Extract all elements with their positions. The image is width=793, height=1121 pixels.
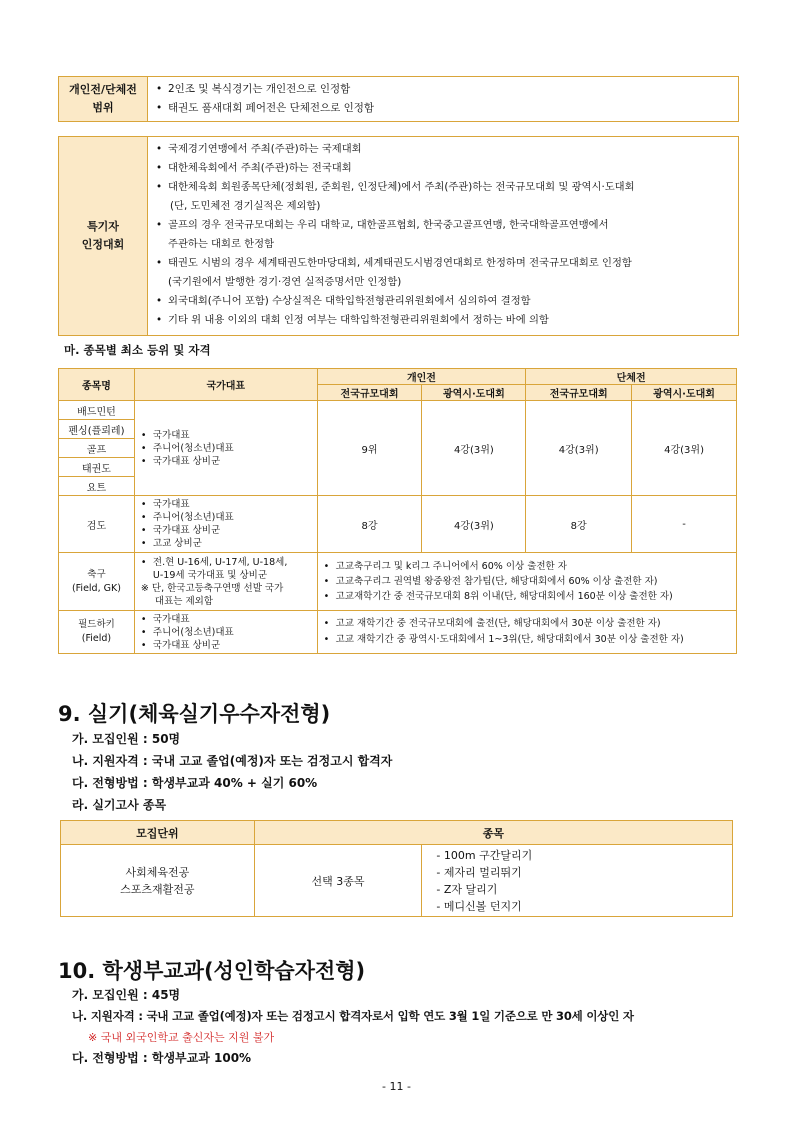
header-team-regional: 광역시·도대회: [632, 385, 737, 401]
list-item: • 2인조 및 복식경기는 개인전으로 인정함: [156, 80, 374, 99]
event-cell: 태권도: [59, 458, 135, 477]
event-name: 필드하키: [78, 619, 115, 630]
event-sub: (Field): [81, 633, 112, 644]
list-item-cont: 주관하는 대회로 한정함: [168, 238, 275, 250]
practical-events-table: [60, 820, 733, 917]
items-cell: [422, 845, 733, 917]
select-cell: 선택 3종목: [254, 845, 422, 917]
list-item: • 대한체육회에서 주최(주관)하는 전국대회: [156, 159, 635, 178]
list-item: - 제자리 멀리뛰기: [436, 865, 522, 879]
event-cell: 펜싱(플뢰레): [59, 420, 135, 439]
section-ma-heading: 마. 종목별 최소 등위 및 자격: [64, 343, 211, 357]
value-cell: 9위: [317, 401, 422, 496]
section10-eligibility: 나. 지원자격 : 국내 고교 졸업(예정)자 또는 검정고시 합격자로서 입학 연도 3월 1일 기준으로 만 30세 이상인 자: [72, 1009, 634, 1023]
header-indiv-national: 전국규모대회: [317, 385, 422, 401]
list-item: • 태권도 품새대회 페어전은 단체전으로 인정함: [156, 99, 374, 118]
national-list: [141, 613, 317, 652]
recognized-label-1: 특기자: [87, 220, 119, 233]
page-number: - 11 -: [382, 1080, 411, 1093]
national-cell: [134, 611, 317, 654]
list-item: • 국가대표 상비군: [141, 524, 317, 537]
recognized-competitions-box: [58, 136, 739, 336]
recognized-list: [148, 137, 643, 335]
list-item-text: 골프의 경우 전국규모대회는 우리 대학교, 대한골프협회, 한국중고골프연맹, 한국대학골프연맹에서: [168, 219, 609, 231]
header-indiv-regional: 광역시·도대회: [422, 385, 526, 401]
event-name: 축구: [87, 568, 106, 580]
list-item: • 고교 재학기간 중 광역시·도대회에서 1~3위(단, 해당대회에서 30분 이상 출전한 자): [324, 632, 736, 648]
value-cell: 4강(3위): [632, 401, 737, 496]
header-item: 종목: [254, 821, 732, 845]
header-team-national: 전국규모대회: [526, 385, 632, 401]
value-cell: 8강: [526, 496, 632, 553]
national-list: [141, 498, 317, 550]
header-national: 국가대표: [134, 369, 317, 401]
value-cell: 8강: [317, 496, 422, 553]
soccer-note: [141, 582, 317, 608]
team-scope-label-2: 범위: [92, 101, 114, 114]
event-cell: 골프: [59, 439, 135, 458]
value-cell: -: [632, 496, 737, 553]
list-item: • 고교축구리그 권역별 왕중왕전 참가팀(단, 해당대회에서 60% 이상 출전한 자): [324, 574, 736, 589]
list-item: [156, 178, 635, 216]
event-cell: [59, 611, 135, 654]
recognized-label-2: 인정대회: [81, 238, 125, 251]
section9-method: 다. 전형방법 : 학생부교과 40% + 실기 60%: [72, 776, 318, 790]
list-item: • 고교 재학기간 중 전국규모대회에 출전(단, 해당대회에서 30분 이상 출전한 자): [324, 616, 736, 632]
list-item-cont: U-19세 국가대표 및 상비군: [152, 569, 268, 581]
list-item: [156, 216, 635, 254]
soccer-criteria-cell: [317, 553, 736, 611]
list-item: • 국가대표 상비군: [141, 639, 317, 652]
list-item: • 국가대표: [141, 429, 317, 442]
national-cell: [134, 496, 317, 553]
unit-cell: [61, 845, 255, 917]
list-item-text: 태권도 시범의 경우 세계태권도한마당대회, 세계태권도시범경연대회로 한정하며 전국규모대회로 인정함: [168, 257, 632, 269]
note-line: 대표는 제외함: [154, 595, 213, 607]
note-line: ※ 단, 한국고등축구연맹 선발 국가: [140, 582, 284, 594]
team-scope-box: [58, 76, 739, 122]
list-item: • 전.현 U-16세, U-17세, U-18세, U-19세 국가대표 및 상비군: [140, 556, 288, 581]
list-item: • 고교축구리그 및 k리그 주니어에서 60% 이상 출전한 자: [324, 559, 736, 574]
section9-eligibility: 나. 지원자격 : 국내 고교 졸업(예정)자 또는 검정고시 합격자: [72, 754, 393, 768]
list-item: • 국제경기연맹에서 주최(주관)하는 국제대회: [156, 140, 635, 159]
list-item: [156, 254, 635, 292]
national-cell: [134, 553, 317, 611]
list-item-text: 대한체육회 회원종목단체(정회원, 준회원, 인정단체)에서 주최(주관)하는 전국규모대회 및 광역시·도대회: [168, 181, 635, 193]
header-individual: 개인전: [317, 369, 526, 385]
list-item: - 메디신볼 던지기: [436, 899, 522, 913]
list-item: • 국가대표: [141, 613, 317, 626]
hockey-criteria-list: [324, 616, 736, 648]
minimum-rank-table: [58, 368, 737, 654]
value-cell: 4강(3위): [422, 496, 526, 553]
list-item: • 주니어(청소년)대표: [141, 626, 317, 639]
section10-recruit: 가. 모집인원 : 45명: [72, 988, 181, 1002]
recognized-competitions-label: [59, 137, 148, 335]
event-cell: 검도: [59, 496, 135, 553]
section10-title: 10. 학생부교과(성인학습자전형): [58, 959, 366, 983]
national-list: [141, 429, 317, 468]
team-scope-label-1: 개인전/단체전: [69, 83, 137, 96]
section9-practical: 라. 실기고사 종목: [72, 798, 167, 812]
list-item: • 주니어(청소년)대표: [141, 511, 317, 524]
header-team: 단체전: [526, 369, 737, 385]
value-cell: 4강(3위): [526, 401, 632, 496]
list-item: • 국가대표: [141, 498, 317, 511]
event-cell: 배드민턴: [59, 401, 135, 420]
event-cell: 요트: [59, 477, 135, 496]
team-scope-list: [148, 77, 382, 121]
list-item: • 고교재학기간 중 전국규모대회 8위 이내(단, 해당대회에서 160분 이상 출전한 자): [324, 589, 736, 604]
list-item-cont: (국기원에서 발행한 경기·경연 실적증명서만 인정함): [168, 276, 402, 288]
list-item: • 고교 상비군: [141, 537, 317, 550]
list-item: - 100m 구간달리기: [436, 848, 533, 862]
list-item: • 기타 위 내용 이외의 대회 인정 여부는 대학입학전형관리위원회에서 정하는 바에 의함: [156, 311, 635, 330]
unit-name: 스포츠재활전공: [120, 882, 195, 896]
section9-title: 9. 실기(체육실기우수자전형): [58, 702, 331, 726]
header-event: 종목명: [59, 369, 135, 401]
list-item: - Z자 달리기: [436, 882, 498, 896]
unit-name: 사회체육전공: [125, 865, 190, 879]
section9-recruit: 가. 모집인원 : 50명: [72, 732, 181, 746]
soccer-criteria-list: [324, 559, 736, 604]
national-cell: [134, 401, 317, 496]
hockey-criteria-cell: [317, 611, 736, 654]
value-cell: 4강(3위): [422, 401, 526, 496]
section10-note: ※ 국내 외국인학교 출신자는 지원 불가: [88, 1031, 275, 1044]
event-cell: [59, 553, 135, 611]
list-item: • 국가대표 상비군: [141, 455, 317, 468]
list-item-text: 전.현 U-16세, U-17세, U-18세,: [152, 556, 288, 568]
team-scope-label: [59, 77, 148, 121]
event-sub: (Field, GK): [71, 582, 121, 594]
list-item: • 주니어(청소년)대표: [141, 442, 317, 455]
list-item: • 외국대회(주니어 포함) 수상실적은 대학입학전형관리위원회에서 심의하여 결정함: [156, 292, 635, 311]
list-item-cont: (단, 도민체전 경기실적은 제외함): [170, 200, 321, 212]
header-unit: 모집단위: [61, 821, 255, 845]
section10-method: 다. 전형방법 : 학생부교과 100%: [72, 1051, 252, 1065]
